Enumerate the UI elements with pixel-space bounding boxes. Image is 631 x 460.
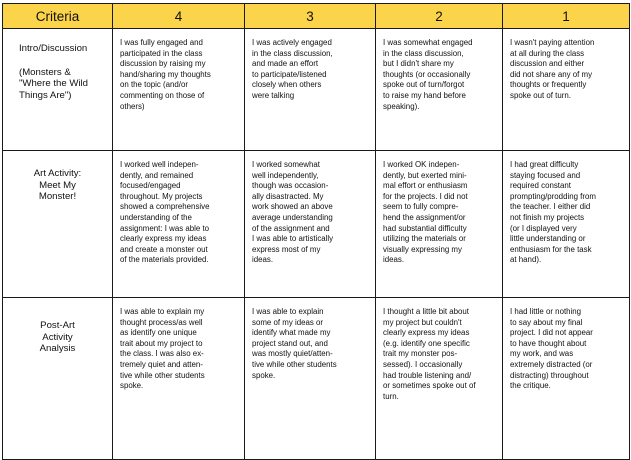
header-row xyxy=(3,4,630,29)
score-2-description: I worked OK indepen- dently, but exerted mini- mal effort or enthusiasm for the projects. I did not seem to fully compre- hend the assignment/or had substantial difficulty utilizing the materials or visually expressing my ideas. xyxy=(376,151,503,298)
criteria-cell xyxy=(3,298,113,460)
criteria-cell xyxy=(3,29,113,151)
criteria-label: Intro/Discussion xyxy=(19,43,88,54)
header-score-1: 1 xyxy=(503,4,630,29)
score-4-description: I was fully engaged and participated in the class discussion by raising my hand/sharing my thoughts on the topic (and/or commenting on those of others) xyxy=(113,29,245,151)
header-score-3: 3 xyxy=(245,4,376,29)
criteria-label: Art Activity: Meet My Monster! xyxy=(33,168,82,203)
score-1-description: I wasn't paying attention at all during the class discussion and either did not share any of my thoughts or frequently spoke out of turn. xyxy=(503,29,630,151)
score-4-description: I was able to explain my thought process/as well as identify one unique trait about my project to the class. I was also ex- tremely quiet and atten- tive while other students spoke. xyxy=(113,298,245,460)
score-4-description: I worked well indepen- dently, and remained focused/engaged throughout. My projects showed a comprehensive understanding of the assignment: I was able to clearly express my ideas and create a monster out of the materials provided. xyxy=(113,151,245,298)
table-row xyxy=(3,298,630,460)
criteria-label: Post-Art Activity Analysis xyxy=(39,320,76,355)
table-row xyxy=(3,151,630,298)
score-1-description: I had great difficulty staying focused and required constant prompting/prodding from the teacher. I either did not finish my projects (or I displayed very little understanding or enthusiasm for the task at hand). xyxy=(503,151,630,298)
criteria-sublabel: (Monsters & "Where the Wild Things Are") xyxy=(19,66,88,101)
header-score-4: 4 xyxy=(113,4,245,29)
score-2-description: I was somewhat engaged in the class discussion, but I didn't share my thoughts (or occasionally spoke out of turn/forgot to raise my hand before speaking). xyxy=(376,29,503,151)
score-1-description: I had little or nothing to say about my final project. I did not appear to have thought about my work, and was extremely distracted (or distracting) throughout the critique. xyxy=(503,298,630,460)
header-criteria: Criteria xyxy=(3,4,113,29)
rubric-table xyxy=(2,3,630,460)
score-2-description: I thought a little bit about my project but couldn't clearly express my ideas (e.g. identify one specific trait my monster pos- sessed). I occasionally had trouble listening and/ or sometimes spoke out of turn. xyxy=(376,298,503,460)
score-3-description: I worked somewhat well independently, though was occasion- ally disastracted. My work showed an above average understanding of the assignment and I was able to artistically express most of my ideas. xyxy=(245,151,376,298)
score-3-description: I was actively engaged in the class discussion, and made an effort to participate/listened closely when others were talking xyxy=(245,29,376,151)
table-row xyxy=(3,29,630,151)
header-score-2: 2 xyxy=(376,4,503,29)
criteria-cell xyxy=(3,151,113,298)
score-3-description: I was able to explain some of my ideas or identify what made my project stand out, and was mostly quiet/atten- tive while other students spoke. xyxy=(245,298,376,460)
